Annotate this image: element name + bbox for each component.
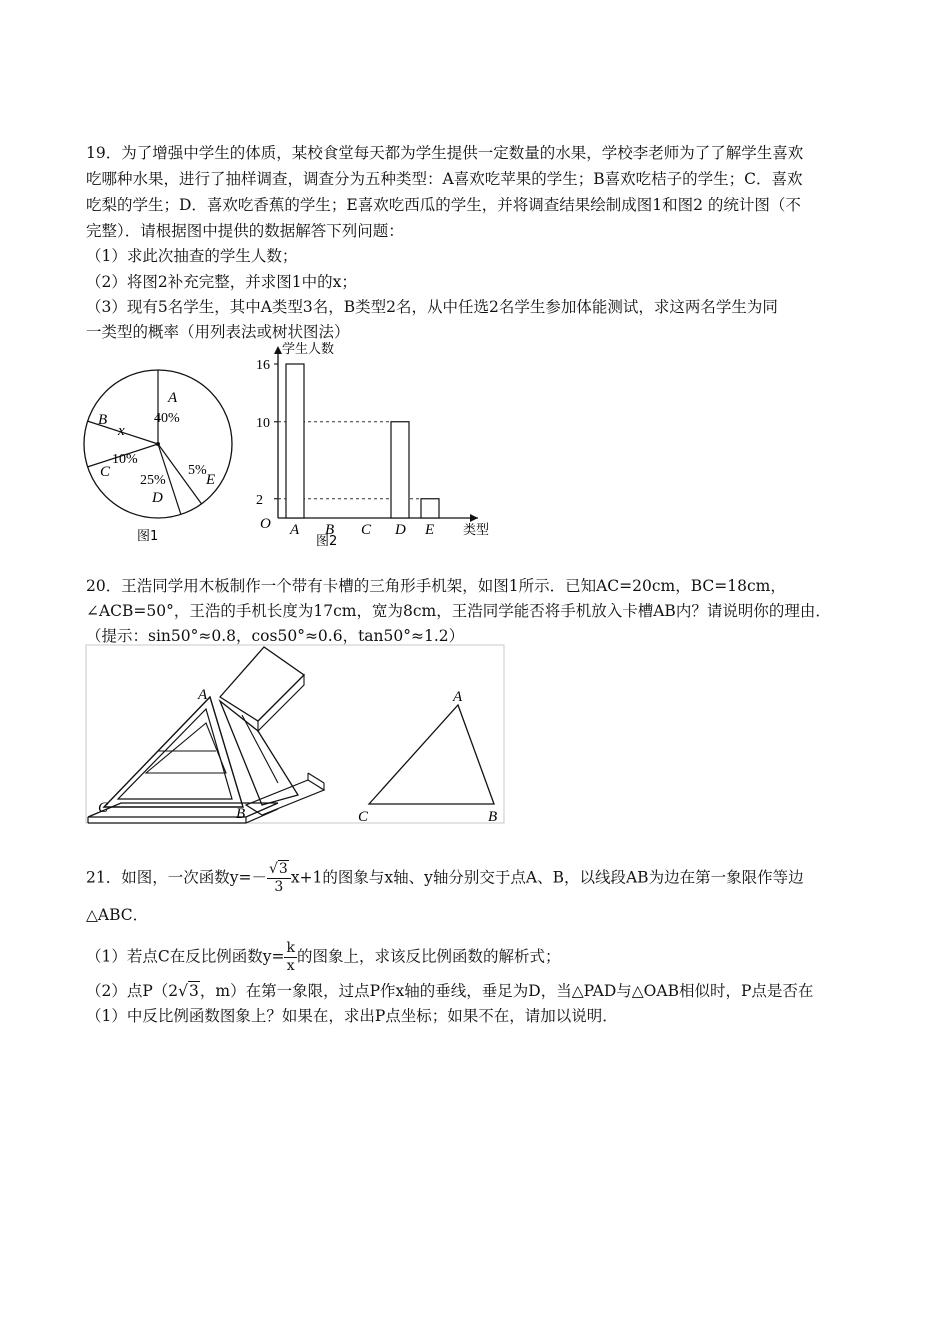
pie-center-dot	[156, 442, 160, 446]
bar-x-tick-label-d: D	[395, 522, 406, 538]
fig-left-label-b: B	[236, 806, 246, 822]
bar-xlabel: 类型	[463, 523, 490, 538]
bar-x-tick-label-e: E	[425, 522, 435, 538]
fig-right-label-b: B	[488, 809, 498, 825]
pie-label-d: D	[152, 490, 163, 506]
q21-part-2: （2）点P（2√3，m）在第一象限，过点P作x轴的垂线，垂足为D，当△PAD与△OAB相似时，P点是否在	[86, 982, 814, 1000]
bar-chart	[250, 338, 510, 553]
q19-part-3: （3）现有5名学生，其中A类型3名，B类型2名，从中任选2名学生参加体能测试，求这两名学生为同	[86, 298, 778, 316]
q19-line-4: 完整）．请根据图中提供的数据解答下列问题：	[86, 222, 404, 240]
fig-right-label-a: A	[453, 689, 463, 705]
q19-line-2: 吃哪种水果，进行了抽样调查，调查分为五种类型：A喜欢吃苹果的学生；B喜欢吃桔子的学生；C．喜欢	[86, 170, 803, 188]
fig-left-label-a: A	[198, 687, 208, 703]
triangle-frame-inner	[118, 709, 232, 799]
q21-line-2: △ABC．	[86, 906, 149, 924]
base-board	[88, 803, 278, 817]
q21-line-1	[86, 861, 804, 896]
q19-part-3-cont: 一类型的概率（用列表法或树状图法）	[86, 323, 350, 341]
bar-a	[286, 364, 304, 518]
q21-line-1-pre: 21．如图，一次函数y=－	[86, 868, 267, 887]
frac2-numerator: k	[286, 940, 295, 956]
q19-part-2: （2）将图2补充完整，并求图1中的x；	[86, 273, 357, 291]
q21-part-2-pre: （2）点P（2	[86, 982, 179, 1000]
triangle-frame-outer	[104, 697, 243, 807]
triangle-window	[146, 723, 226, 773]
bar-y-tick-label-10: 10	[256, 415, 270, 431]
pie-chart	[80, 360, 250, 550]
phone-holder-figure	[86, 645, 506, 830]
pie-label-c: C	[100, 464, 111, 480]
q21-part-2-sqrt: 3	[189, 982, 199, 1000]
bar-y-tick-label-16: 16	[256, 358, 270, 373]
pie-label-e: E	[206, 472, 216, 488]
q21-part-1-post: 的图象上，求该反比例函数的解析式；	[296, 947, 561, 966]
phone-board	[220, 701, 298, 805]
q21-part-1	[86, 940, 560, 975]
triangle-abc	[369, 705, 494, 804]
q20-hint: （提示：sin50°≈0.8，cos50°≈0.6，tan50°≈1.2）	[86, 627, 465, 645]
bar-y-tick-label-2: 2	[256, 492, 263, 508]
frac2-denominator: x	[286, 958, 295, 974]
q20-line-2: ∠ACB=50°，王浩的手机长度为17cm，宽为8cm，王浩同学能否将手机放入卡槽AB内？请说明你的理由．	[86, 602, 831, 620]
fraction-k-over-x	[284, 940, 296, 975]
pie-label-a: A	[168, 390, 178, 406]
fig1-caption: 图1	[137, 529, 159, 544]
pie-value-e: 5%	[188, 463, 207, 478]
q19-line-3: 吃梨的学生；D．喜欢吃香蕉的学生；E喜欢吃西瓜的学生，并将调查结果绘制成图1和图2 的统计图（不	[86, 196, 801, 214]
fig-right-label-c: C	[358, 809, 369, 825]
bar-x-tick-label-c: C	[361, 522, 372, 538]
fraction-sqrt3-over-3: $\frac{√3}{3}$	[267, 861, 291, 896]
q19-part-1: （1）求此次抽查的学生人数；	[86, 247, 298, 265]
pie-label-b: B	[98, 412, 108, 428]
frac1-numerator: 3	[278, 861, 288, 877]
bar-x-tick-label-a: A	[290, 522, 300, 538]
bar-e	[421, 499, 439, 518]
pie-value-a: 40%	[154, 411, 180, 426]
pie-value-c: 10%	[112, 452, 138, 467]
q21-part-2-cont: （1）中反比例函数图象上？如果在，求出P点坐标；如果不在，请加以说明．	[86, 1007, 618, 1025]
fig2-caption: 图2	[316, 534, 338, 549]
bar-d	[391, 422, 409, 518]
q21-line-1-post: x+1的图象与x轴、y轴分别交于点A、B，以线段AB为边在第一象限作等边	[290, 868, 804, 887]
bar-y-arrow	[274, 346, 282, 354]
bar-x-tick-label-b: B	[325, 522, 335, 538]
bar-origin-label: O	[260, 516, 271, 532]
pie-value-b: x	[118, 423, 125, 439]
q19-line-1: 19．为了增强中学生的体质，某校食堂每天都为学生提供一定数量的水果，学校李老师为了了解学生喜欢	[86, 144, 804, 162]
q21-part-2-post: ，m）在第一象限，过点P作x轴的垂线，垂足为D，当△PAD与△OAB相似时，P点是否在	[199, 982, 814, 1000]
slot-block	[246, 780, 324, 815]
bar-ylabel: 学生人数	[282, 342, 335, 357]
bar-x-arrow	[470, 514, 478, 522]
fig-left-label-c: C	[98, 800, 109, 816]
q20-line-1: 20．王浩同学用木板制作一个带有卡槽的三角形手机架，如图1所示．已知AC=20cm，BC=18cm，	[86, 577, 786, 595]
pie-value-d: 25%	[140, 473, 166, 488]
frac1-denominator: 3	[274, 879, 284, 895]
q21-part-1-pre: （1）若点C在反比例函数y=	[86, 947, 285, 966]
phone-board-top	[220, 647, 304, 721]
